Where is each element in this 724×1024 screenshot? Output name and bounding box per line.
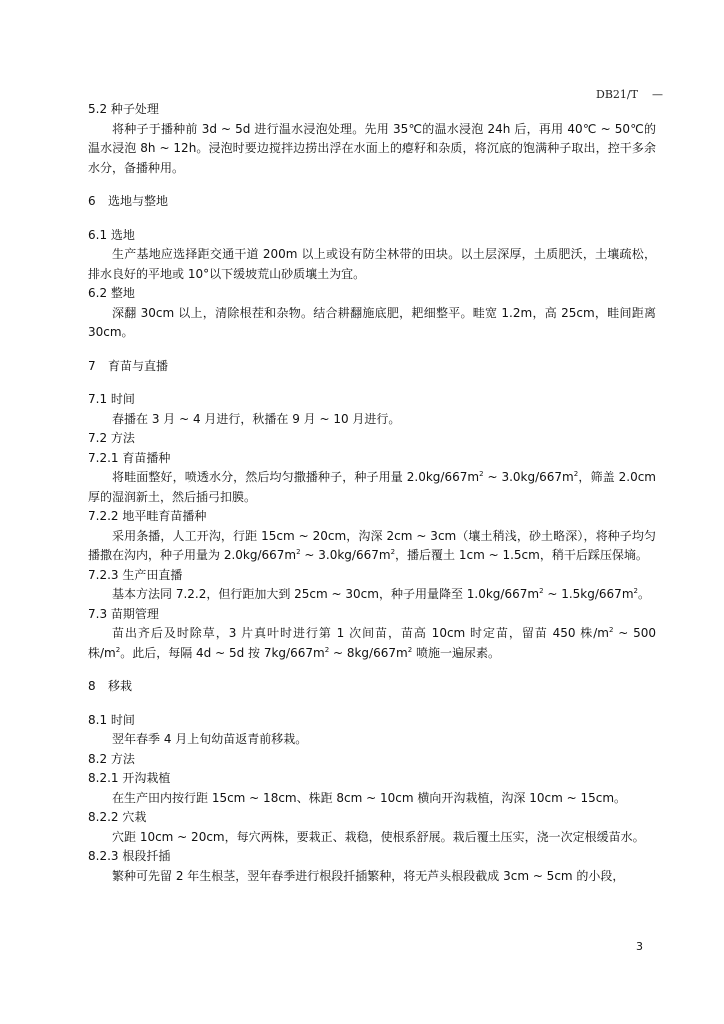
- paragraph: 采用条播，人工开沟，行距 15cm ~ 20cm，沟深 2cm ~ 3cm（壤土稍浅，砂土略深），将种子均匀播撒在沟内，种子用量为 $2.0kg/667m^2$ ~ $3.0kg/667m^2$，播后覆土 1cm ~ 1.5cm，稍干后踩压保墒。: [88, 528, 656, 562]
- subsection-heading: 7.2.3 生产田直播: [88, 567, 183, 582]
- section-number: 6: [88, 194, 96, 208]
- section-number: 7: [88, 358, 96, 373]
- subsection-heading: 7.2.1 育苗播种: [88, 450, 171, 465]
- page-number: 3: [636, 940, 643, 953]
- section-title: 育苗与直播: [108, 358, 169, 373]
- paragraph: 在生产田内按行距 15cm ~ 18cm、株距 8cm ~ 10cm 横向开沟栽植，沟深 10cm ~ 15cm。: [112, 790, 627, 805]
- paragraph: 春播在 3 月 ~ 4 月进行，秋播在 9 月 ~ 10 月进行。: [112, 411, 401, 426]
- standard-code: DB21/T: [596, 88, 638, 101]
- subsection-heading: 6.1 选地: [88, 227, 135, 242]
- section-heading: [88, 192, 656, 212]
- subsection-heading: 8.2 方法: [88, 751, 135, 766]
- subsection-heading: 8.2.1 开沟栽植: [88, 771, 171, 785]
- subsection-heading: 8.2.2 穴栽: [88, 810, 147, 824]
- section-number: 8: [88, 679, 96, 693]
- paragraph: 生产基地应选择距交通干道 200m 以上或设有防尘林带的田块。以土层深厚，土质肥沃，土壤疏松，排水良好的平地或 10°以下缓坡荒山砂质壤土为宜。: [88, 247, 656, 281]
- paragraph: 基本方法同 7.2.2，但行距加大到 25cm ~ 30cm，种子用量降至 $1.0kg/667m^2$ ~ $1.5kg/667m^2$。: [112, 587, 650, 601]
- subsection-heading: 6.2 整地: [88, 286, 135, 300]
- subsection-heading: 5.2 种子处理: [88, 102, 159, 116]
- section-heading: [88, 357, 656, 377]
- paragraph: 将畦面整好，喷透水分，然后均匀撒播种子，种子用量 $2.0kg/667m^2$ ~ $3.0kg/667m^2$，筛盖 2.0cm 厚的湿润新土，然后插弓扣膜。: [88, 470, 656, 504]
- paragraph: 翌年春季 4 月上旬幼苗返青前移栽。: [112, 732, 308, 746]
- section-title: 移栽: [108, 679, 133, 693]
- subsection-heading: 7.3 苗期管理: [88, 606, 159, 621]
- section-heading: [88, 677, 656, 697]
- subsection-heading: 7.2 方法: [88, 431, 135, 445]
- paragraph: 穴距 10cm ~ 20cm，每穴两株，要栽正、栽稳，使根系舒展。栽后覆土压实，浇一次定根缓苗水。: [112, 829, 645, 844]
- section-title: 选地与整地: [108, 194, 169, 208]
- subsection-heading: 8.1 时间: [88, 712, 135, 727]
- paragraph: 苗出齐后及时除草，3 片真叶时进行第 1 次间苗，苗高 10cm 时定苗，留苗 450 株$/m^2$ ~ 500 株$/m^2$。此后，每隔 4d ~ 5d 按 $7kg/667m^2$ ~ $8kg/667m^2$ 喷施一遍尿素。: [88, 626, 656, 660]
- header-dash: —: [651, 88, 663, 101]
- document-body: [88, 100, 656, 886]
- subsection-heading: 7.2.2 地平畦育苗播种: [88, 509, 207, 523]
- paragraph: 繁种可先留 2 年生根茎，翌年春季进行根段扦插繁种，将无芦头根段截成 3cm ~ 5cm 的小段，: [112, 868, 625, 883]
- subsection-heading: 7.1 时间: [88, 392, 135, 406]
- subsection-heading: 8.2.3 根段扦插: [88, 849, 171, 863]
- paragraph: 将种子于播种前 3d ~ 5d 进行温水浸泡处理。先用 35℃的温水浸泡 24h 后，再用 40℃ ~ 50℃的温水浸泡 8h ~ 12h。浸泡时要边搅拌边捞出浮在水面上的瘪籽和杂质，将沉底的饱满种子取出，控干多余水分，备播种用。: [88, 121, 656, 175]
- paragraph: 深翻 30cm 以上，清除根茬和杂物。结合耕翻施底肥，耙细整平。畦宽 1.2m，高 25cm，畦间距离 30cm。: [88, 305, 656, 339]
